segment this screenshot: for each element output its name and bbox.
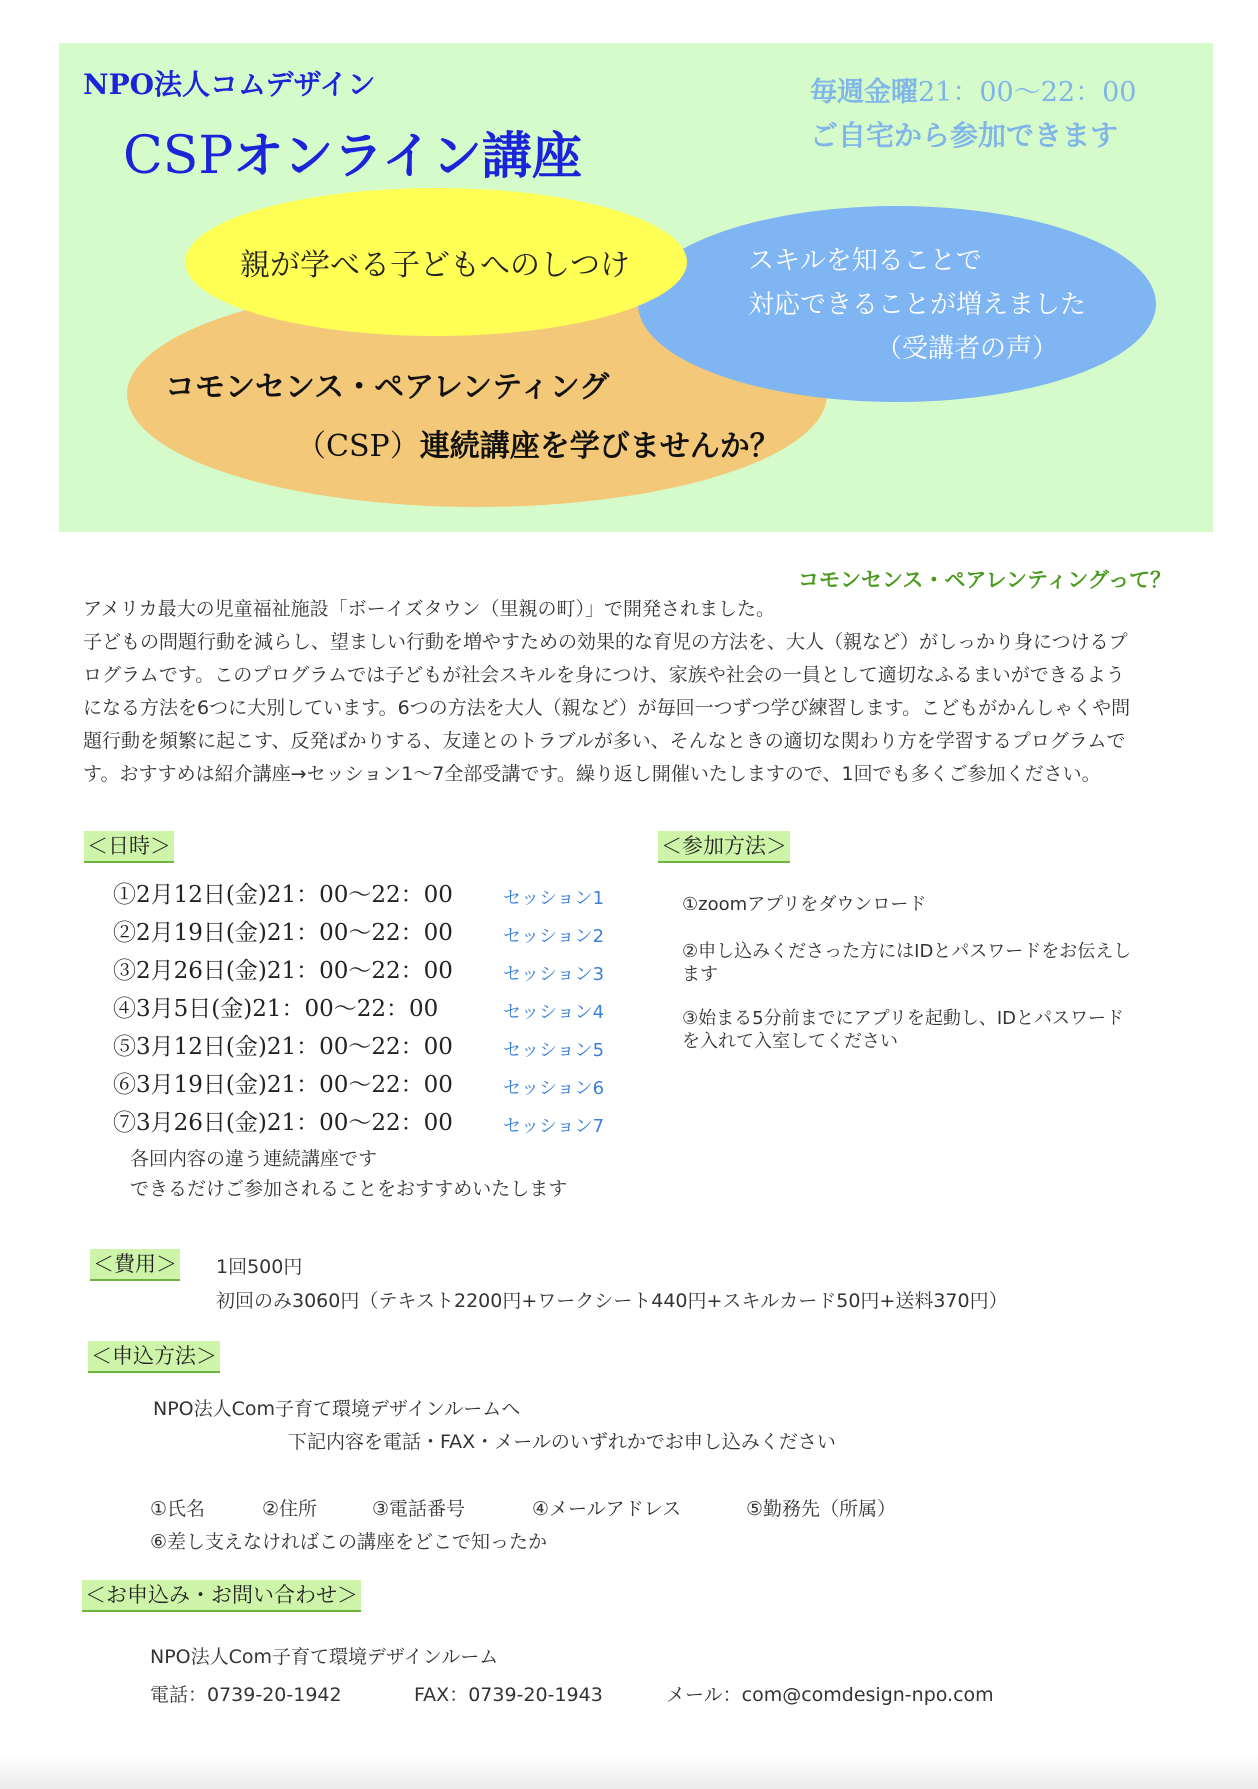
schedule-day: 毎週金曜 bbox=[810, 77, 918, 108]
schedule-date: ②2月19日(金)21：00〜22：00 bbox=[113, 920, 453, 946]
apply-field: ⑤勤務先（所属） bbox=[746, 1498, 897, 1520]
participation-step2-line1: ②申し込みくださった方にはIDとパスワードをお伝えし bbox=[682, 941, 1132, 962]
about-paragraph1: アメリカ最大の児童福祉施設「ボーイズタウン（里親の町）」で開発されました。 bbox=[83, 598, 775, 620]
session-link: セッション7 bbox=[503, 1116, 605, 1137]
fee-line1: 1回500円 bbox=[216, 1256, 303, 1278]
blue-bubble-line2: 対応できることが増えました bbox=[748, 290, 1087, 320]
orange-bubble-rest: 連続講座を学びませんか？ bbox=[419, 429, 780, 464]
session-link: セッション5 bbox=[503, 1040, 605, 1061]
schedule-time: 21：00〜22：00 bbox=[918, 77, 1137, 108]
join-from-home: ご自宅から参加できます bbox=[810, 119, 1119, 152]
orange-bubble-line2 bbox=[296, 421, 780, 465]
session-link: セッション2 bbox=[503, 926, 605, 947]
about-paragraph2-line: す。おすすめは紹介講座→セッション1〜7全部受講です。繰り返し開催いたしますので、1回でも多くご参加ください。 bbox=[83, 763, 1101, 785]
participation-step1: ①zoomアプリをダウンロード bbox=[682, 894, 927, 915]
orange-bubble-line1: コモンセンス・ペアレンティング bbox=[165, 370, 610, 405]
participation-step3-line2: を入れて入室してください bbox=[682, 1031, 898, 1052]
session-link: セッション1 bbox=[503, 888, 605, 909]
schedule-date: ⑦3月26日(金)21：00〜22：00 bbox=[113, 1110, 453, 1136]
schedule-summary bbox=[810, 70, 1136, 109]
contact-email: メール：com@comdesign-npo.com bbox=[666, 1684, 994, 1706]
blue-bubble-line1: スキルを知ることで bbox=[748, 246, 982, 276]
fee-label: ＜費用＞ bbox=[90, 1249, 180, 1281]
session-link: セッション6 bbox=[503, 1078, 605, 1099]
schedule-date: ④3月5日(金)21：00〜22：00 bbox=[113, 996, 439, 1022]
about-paragraph2-line: ログラムです。このプログラムでは子どもが社会スキルを身につけ、家族や社会の一員として適切なふるまいができるよう bbox=[83, 664, 1125, 686]
org-title: NPO法人コムデザイン bbox=[83, 68, 376, 101]
about-paragraph2-line: 題行動を頻繁に起こす、反発ばかりする、友達とのトラブルが多い、そんなときの適切な関わり方を学習するプログラムで bbox=[83, 730, 1126, 752]
apply-label: ＜申込方法＞ bbox=[88, 1341, 220, 1373]
apply-field: ③電話番号 bbox=[372, 1498, 466, 1520]
page-bottom-shadow bbox=[0, 1755, 1258, 1789]
schedule-note1: 各回内容の違う連続講座です bbox=[130, 1148, 378, 1170]
about-heading: コモンセンス・ペアレンティングって？ bbox=[798, 568, 1172, 592]
contact-fax: FAX：0739-20-1943 bbox=[414, 1684, 603, 1706]
blue-bubble-line3: （受講者の声） bbox=[876, 334, 1059, 364]
orange-bubble-csp: （CSP） bbox=[296, 429, 420, 464]
schedule-date: ⑤3月12日(金)21：00〜22：00 bbox=[113, 1034, 453, 1060]
schedule-date: ③2月26日(金)21：00〜22：00 bbox=[113, 958, 453, 984]
yellow-bubble-text: 親が学べる子どもへのしつけ bbox=[240, 248, 630, 283]
about-paragraph2-line: になる方法を6つに大別しています。6つの方法を大人（親など）が毎回一つずつ学び練習します。こどもがかんしゃくや問 bbox=[83, 697, 1131, 719]
participation-step2-line2: ます bbox=[682, 964, 718, 985]
apply-line2: 下記内容を電話・FAX・メールのいずれかでお申し込みください bbox=[288, 1431, 836, 1453]
about-body bbox=[83, 593, 1213, 791]
schedule-date: ⑥3月19日(金)21：00〜22：00 bbox=[113, 1072, 453, 1098]
session-link: セッション3 bbox=[503, 964, 605, 985]
contact-phone: 電話：0739-20-1942 bbox=[150, 1684, 342, 1706]
participation-label: ＜参加方法＞ bbox=[658, 831, 790, 863]
contact-label: ＜お申込み・お問い合わせ＞ bbox=[82, 1580, 361, 1612]
about-paragraph2-line: 子どもの問題行動を減らし、望ましい行動を増やすための効果的な育児の方法を、大人（親など）がしっかり身につけるプ bbox=[83, 631, 1128, 653]
contact-org: NPO法人Com子育て環境デザインルーム bbox=[150, 1646, 499, 1668]
participation-step3-line1: ③始まる5分前までにアプリを起動し、IDとパスワード bbox=[682, 1008, 1125, 1029]
course-title-csp: CSP bbox=[123, 126, 234, 186]
apply-field: ④メールアドレス bbox=[532, 1498, 682, 1520]
apply-field6: ⑥差し支えなければこの講座をどこで知ったか bbox=[150, 1531, 548, 1553]
course-title-main: オンライン講座 bbox=[233, 127, 582, 185]
schedule-note2: できるだけご参加されることをおすすめいたします bbox=[130, 1178, 568, 1200]
apply-line1: NPO法人Com子育て環境デザインルームへ bbox=[153, 1398, 521, 1420]
course-title bbox=[123, 116, 582, 188]
apply-field: ②住所 bbox=[262, 1498, 318, 1520]
apply-field: ①氏名 bbox=[150, 1498, 206, 1520]
session-link: セッション4 bbox=[503, 1002, 605, 1023]
schedule-label: ＜日時＞ bbox=[84, 831, 174, 863]
schedule-date: ①2月12日(金)21：00〜22：00 bbox=[113, 882, 453, 908]
fee-line2: 初回のみ3060円（テキスト2200円+ワークシート440円+スキルカード50円+送料370円） bbox=[216, 1290, 1008, 1312]
